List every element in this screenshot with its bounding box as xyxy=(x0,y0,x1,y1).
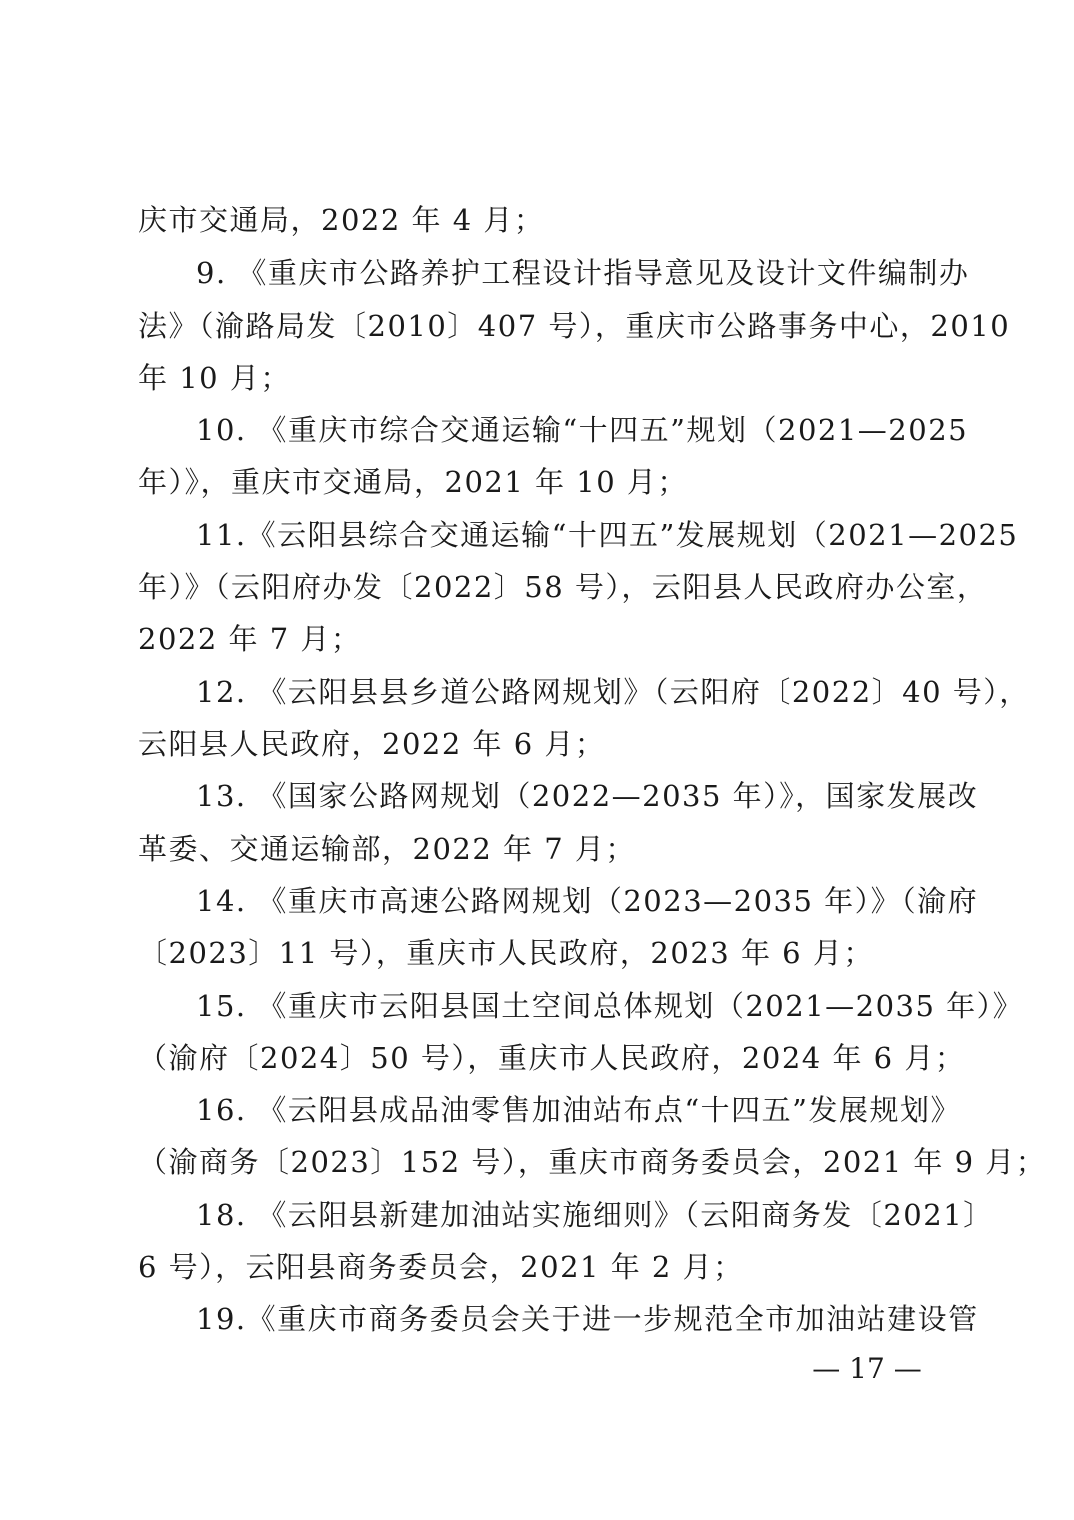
text-line: 年 10 月； xyxy=(138,361,291,395)
text-line: 庆市交通局，2022 年 4 月； xyxy=(138,203,545,237)
text-line: 〔2023〕11 号），重庆市人民政府，2023 年 6 月； xyxy=(138,936,874,970)
text-line: （渝商务〔2023〕152 号），重庆市商务委员会，2021 年 9 月； xyxy=(138,1145,1047,1179)
text-line: 革委、交通运输部，2022 年 7 月； xyxy=(138,832,636,866)
text-line: 10. 《重庆市综合交通运输“十四五”规划（2021—2025 xyxy=(196,413,969,447)
text-line: 14. 《重庆市高速公路网规划（2023—2035 年）》（渝府 xyxy=(196,884,979,918)
text-line: 年）》（云阳府办发〔2022〕58 号），云阳县人民政府办公室， xyxy=(138,570,988,604)
text-line: 13. 《国家公路网规划（2022—2035 年）》，国家发展改 xyxy=(196,779,979,813)
text-line: 11.《云阳县综合交通运输“十四五”发展规划（2021—2025 xyxy=(196,518,1019,552)
text-line: 法》（渝路局发〔2010〕407 号），重庆市公路事务中心，2010 xyxy=(138,309,1011,343)
text-line: （渝府〔2024〕50 号），重庆市人民政府，2024 年 6 月； xyxy=(138,1041,966,1075)
text-line: 2022 年 7 月； xyxy=(138,622,362,656)
text-line: 云阳县人民政府，2022 年 6 月； xyxy=(138,727,606,761)
text-line: 18. 《云阳县新建加油站实施细则》（云阳商务发〔2021〕 xyxy=(196,1198,994,1232)
text-line: 12. 《云阳县县乡道公路网规划》（云阳府〔2022〕40 号）， xyxy=(196,675,1030,709)
text-line: 9. 《重庆市公路养护工程设计指导意见及设计文件编制办 xyxy=(196,256,970,290)
text-line: 年）》，重庆市交通局，2021 年 10 月； xyxy=(138,465,688,499)
text-line: 16. 《云阳县成品油零售加油站布点“十四五”发展规划》 xyxy=(196,1093,961,1127)
text-line: 15. 《重庆市云阳县国土空间总体规划（2021—2035 年）》 xyxy=(196,989,1024,1023)
text-line: 19.《重庆市商务委员会关于进一步规范全市加油站建设管 xyxy=(196,1302,979,1336)
text-line: 6 号），云阳县商务委员会，2021 年 2 月； xyxy=(138,1250,744,1284)
page-number: — 17 — xyxy=(812,1352,922,1385)
